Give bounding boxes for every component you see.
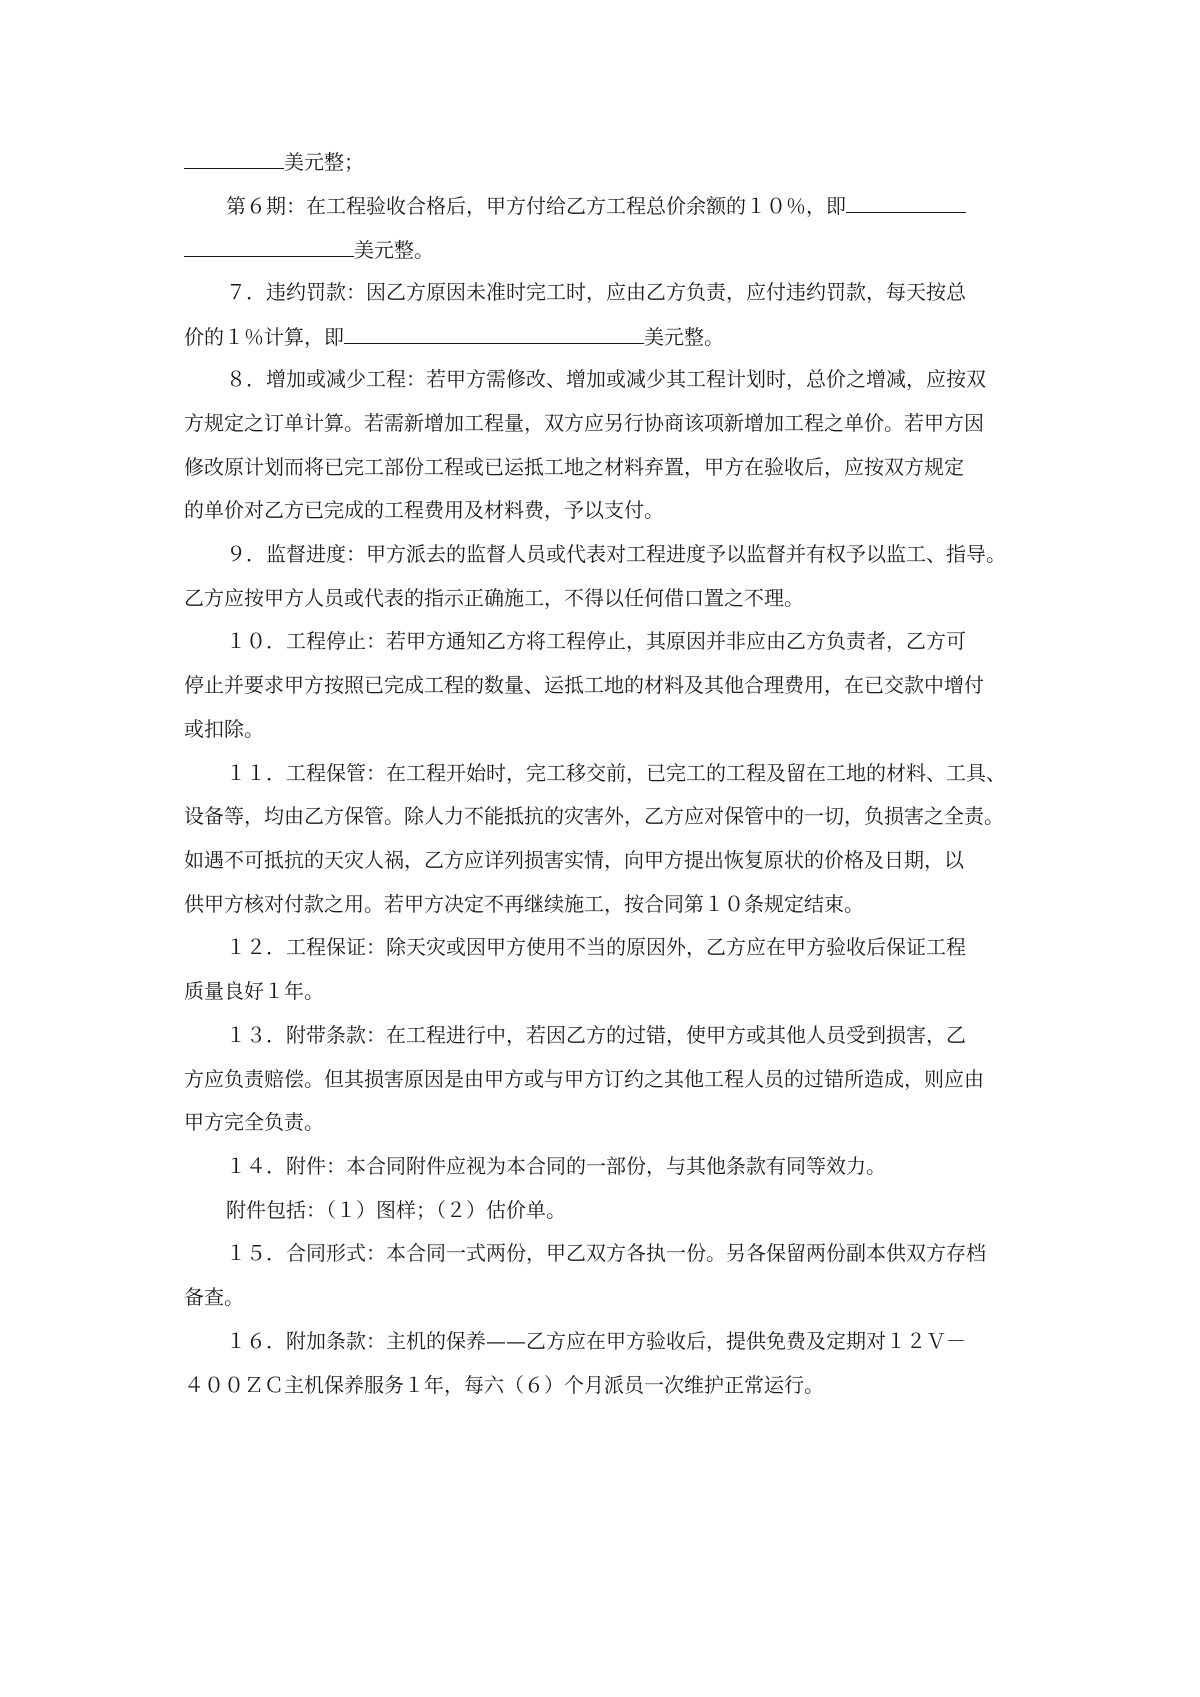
clause-10-line-1: １０．工程停止：若甲方通知乙方将工程停止，其原因并非应由乙方负责者，乙方可: [226, 629, 966, 653]
clause-11-line-1: １１．工程保管：在工程开始时，完工移交前，已完工的工程及留在工地的材料、工具、: [226, 761, 1006, 785]
payment-6-amount-line: 美元整。: [184, 236, 434, 260]
clause-11-line-3: 如遇不可抵抗的天灾人祸，乙方应详列损害实情，向甲方提出恢复原状的价格及日期，以: [184, 848, 964, 872]
amount-blank[interactable]: [184, 236, 354, 257]
clause-8-line-3: 修改原计划而将已完工部份工程或已运抵工地之材料弃置，甲方在验收后，应按双方规定: [184, 455, 964, 479]
clause-15-line-2: 备查。: [184, 1285, 244, 1309]
payment-5-amount-line: 美元整；: [184, 148, 364, 172]
clause-10-line-2: 停止并要求甲方按照已完成工程的数量、运抵工地的材料及其他合理费用，在已交款中增付: [184, 673, 984, 697]
clause-10-line-3: 或扣除。: [184, 717, 264, 741]
clause-16-line-1: １６．附加条款：主机的保养——乙方应在甲方验收后，提供免费及定期对１２Ｖ－: [226, 1329, 966, 1353]
clause-12-line-2: 质量良好１年。: [184, 979, 324, 1003]
clause-13-line-2: 方应负责赔偿。但其损害原因是由甲方或与甲方订约之其他工程人员的过错所造成，则应由: [184, 1067, 984, 1091]
clause-12-line-1: １２．工程保证：除天灾或因甲方使用不当的原因外，乙方应在甲方验收后保证工程: [226, 935, 966, 959]
clause-13-line-3: 甲方完全负责。: [184, 1110, 324, 1134]
amount-blank[interactable]: [344, 323, 644, 344]
clause-11-line-2: 设备等，均由乙方保管。除人力不能抵抗的灾害外，乙方应对保管中的一切，负损害之全责。: [184, 804, 1004, 828]
clause-16-line-2: ４００ＺＣ主机保养服务１年，每六（６）个月派员一次维护正常运行。: [184, 1373, 824, 1397]
amount-blank[interactable]: [184, 148, 284, 169]
clause-9-line-2: 乙方应按甲方人员或代表的指示正确施工，不得以任何借口置之不理。: [184, 586, 804, 610]
clause-9-line-1: ９．监督进度：甲方派去的监督人员或代表对工程进度予以监督并有权予以监工、指导。: [226, 542, 1006, 566]
clause-14-line-1: １４．附件：本合同附件应视为本合同的一部份，与其他条款有同等效力。: [226, 1154, 886, 1178]
attachments-line: 附件包括：（１）图样；（２）估价单。: [226, 1198, 566, 1222]
clause-13-line-1: １３．附带条款：在工程进行中，若因乙方的过错，使甲方或其他人员受到损害，乙: [226, 1023, 966, 1047]
clause-8-line-4: 的单价对乙方已完成的工程费用及材料费，予以支付。: [184, 498, 664, 522]
clause-15-line-1: １５．合同形式：本合同一式两份，甲乙双方各执一份。另各保留两份副本供双方存档: [226, 1241, 986, 1265]
amount-blank[interactable]: [846, 192, 966, 213]
payment-6-line: 第６期：在工程验收合格后，甲方付给乙方工程总价余额的１０％，即: [226, 192, 966, 216]
clause-11-line-4: 供甲方核对付款之用。若甲方决定不再继续施工，按合同第１０条规定结束。: [184, 892, 864, 916]
clause-7-line-2: 价的１％计算，即 美元整。: [184, 325, 724, 349]
clause-7-line-1: ７．违约罚款：因乙方原因未准时完工时，应由乙方负责，应付违约罚款，每天按总: [226, 280, 966, 304]
clause-8-line-2: 方规定之订单计算。若需新增加工程量，双方应另行协商该项新增加工程之单价。若甲方因: [184, 411, 984, 435]
clause-8-line-1: ８．增加或减少工程：若甲方需修改、增加或减少其工程计划时，总价之增减，应按双: [226, 367, 986, 391]
